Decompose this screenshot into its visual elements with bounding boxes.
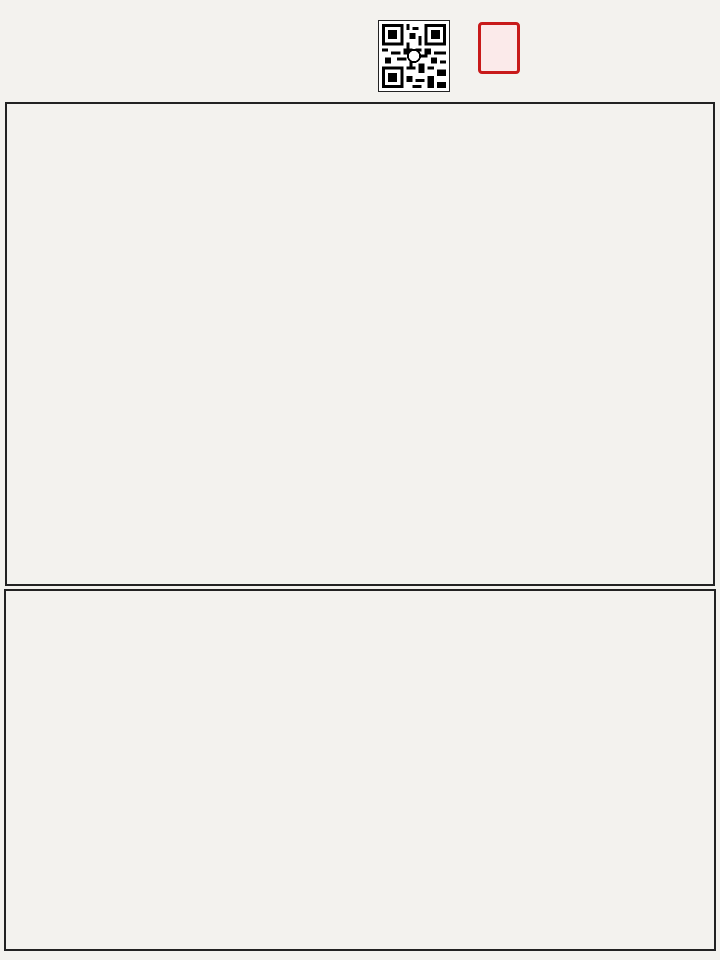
address-line — [10, 57, 430, 72]
phone-email-line — [10, 72, 430, 87]
header — [10, 8, 430, 87]
chart-grid — [5, 102, 715, 586]
red-seal-stamp — [478, 22, 520, 74]
annual-luck-table — [4, 589, 716, 951]
gender-line — [10, 23, 430, 38]
owner-line — [10, 8, 430, 23]
logo-calligraphy — [522, 10, 718, 70]
contact-line — [10, 42, 430, 57]
qr-code-icon[interactable] — [378, 20, 450, 92]
